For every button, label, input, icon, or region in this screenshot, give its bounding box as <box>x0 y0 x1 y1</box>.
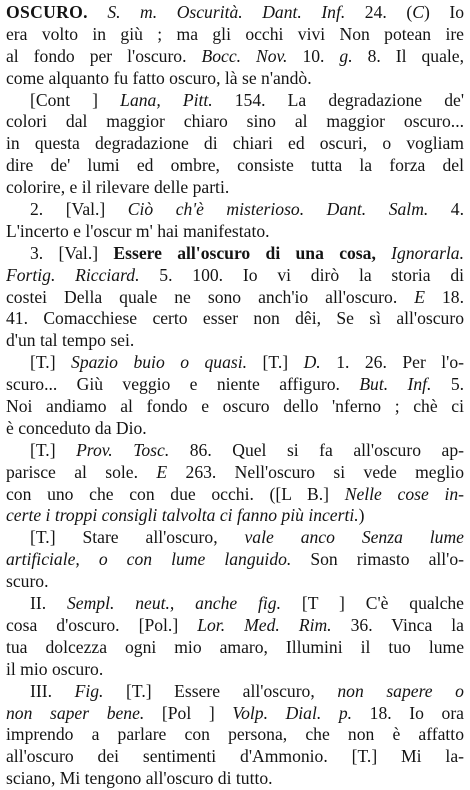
text-segment: L'incerto e l'oscur m' hai manifestato. <box>6 220 270 241</box>
text-segment: 10. <box>287 45 340 66</box>
text-line <box>6 484 464 506</box>
italic-text: non sapere o <box>337 680 464 701</box>
italic-text: Sempl. neut., anche fig. <box>66 593 282 614</box>
text-segment: [T.] <box>30 439 77 460</box>
text-segment: II. <box>30 593 67 614</box>
italic-text: E <box>156 461 168 482</box>
text-segment: 18. Io ora <box>352 702 464 723</box>
text-line <box>6 418 464 440</box>
text-segment: 36. Vinca la <box>331 614 464 635</box>
text-line <box>6 24 464 46</box>
text-line <box>6 440 464 462</box>
text-segment: all'oscuro dei sentimenti d'Ammonio. [T.] Mi la- <box>6 746 464 767</box>
text-line <box>6 308 464 330</box>
text-segment: III. <box>30 680 75 701</box>
text-segment: 2. [Val.] <box>30 199 128 220</box>
text-segment: scuro. <box>6 571 49 592</box>
text-line <box>6 615 464 637</box>
text-segment: colori dal maggior chiaro sino al maggior oscuro... <box>6 111 464 132</box>
italic-text: vale anco Senza lume <box>244 527 464 548</box>
text-segment: 86. Quel si fa all'oscuro ap- <box>169 439 464 460</box>
text-segment: 3. [Val.] <box>30 242 114 263</box>
text-segment: tua dolcezza ogni mio amaro, Illumini il tuo lume <box>6 636 464 657</box>
italic-text: non saper bene. <box>6 702 145 723</box>
italic-text: Lor. Med. Rim. <box>197 614 332 635</box>
italic-text: Spazio buio o quasi. <box>71 352 248 373</box>
text-line <box>6 90 464 112</box>
text-line <box>6 681 464 703</box>
text-segment: Son rimasto all'o- <box>291 549 464 570</box>
italic-text: Nelle cose in- <box>344 483 464 504</box>
italic-text: certe i troppi consigli talvolta ci fanno più incerti. <box>6 505 359 526</box>
text-segment: [T.] <box>247 352 304 373</box>
text-segment: al fondo per l'oscuro. <box>6 45 202 66</box>
text-line <box>6 68 464 90</box>
text-segment: [T.] <box>30 352 72 373</box>
text-segment: scuro... Giù veggio e niente affiguro. <box>6 374 360 395</box>
text-segment: dire de' lumi ed ombre, consiste tutta la forza del <box>6 155 464 176</box>
text-line <box>6 46 464 68</box>
text-line <box>6 111 464 133</box>
text-line <box>6 374 464 396</box>
text-segment: ) <box>358 505 365 526</box>
text-line <box>6 703 464 725</box>
text-segment: 4. <box>428 199 464 220</box>
text-segment: imprendo a parlare con persona, che non è affatto <box>6 724 464 745</box>
italic-text: D. <box>303 352 321 373</box>
text-line <box>6 2 464 24</box>
text-segment <box>376 243 391 263</box>
text-line <box>6 352 464 374</box>
italic-text: S. m. Oscurità. Dant. Inf. <box>107 2 346 22</box>
text-segment: 8. Il quale, <box>352 45 464 66</box>
italic-text: artificiale, o con lume languido. <box>6 549 292 570</box>
text-line <box>6 462 464 484</box>
text-segment: 41. Comacchiese certo esser non dêi, Se sì all'oscuro <box>6 308 464 329</box>
text-segment: 24. ( <box>345 2 413 22</box>
text-segment: con uno che con due occhi. ([L B.] <box>6 483 345 504</box>
italic-text: Lana, Pitt. <box>120 89 213 110</box>
italic-text: Fig. <box>74 680 104 701</box>
text-line <box>6 571 464 593</box>
text-segment: il mio oscuro. <box>6 658 104 679</box>
text-segment: [Cont ] <box>30 89 121 110</box>
text-line <box>6 549 464 571</box>
text-segment: colorire, e il rilevare delle parti. <box>6 177 230 198</box>
text-line <box>6 527 464 549</box>
text-line <box>6 265 464 287</box>
text-line <box>6 155 464 177</box>
italic-text: Volp. Dial. p. <box>232 702 353 723</box>
text-segment: parisce al sole. <box>6 461 157 482</box>
text-line <box>6 724 464 746</box>
text-segment: 1. 26. Per l'o- <box>320 352 464 373</box>
italic-text: Fortig. Ricciard. <box>6 264 140 285</box>
text-segment: d'un tal tempo sei. <box>6 330 135 351</box>
text-segment: [T ] C'è qualche <box>281 593 464 614</box>
text-line <box>6 199 464 221</box>
text-line <box>6 768 464 790</box>
text-segment: cosa d'oscuro. [Pol.] <box>6 614 198 635</box>
italic-text: But. Inf. <box>359 374 432 395</box>
bold-text: Essere all'oscuro di una cosa, <box>113 242 376 263</box>
text-line <box>6 330 464 352</box>
text-segment <box>88 2 108 22</box>
text-segment: 5. <box>431 374 464 395</box>
text-segment: [Pol ] <box>144 702 233 723</box>
text-line <box>6 221 464 243</box>
text-segment: 154. La degradazione de' <box>212 89 464 110</box>
text-line <box>6 659 464 681</box>
italic-text: Ciò ch'è misterioso. Dant. Salm. <box>127 199 429 220</box>
text-segment: costei Della quale ne sono anch'io all'oscuro. <box>6 286 415 307</box>
text-segment: [T.] Stare all'oscuro, <box>30 527 245 548</box>
text-segment: era volto in giù ; ma gli occhi vivi Non potean ire <box>6 23 464 44</box>
italic-text: E <box>414 286 425 307</box>
text-segment: come alquanto fu fatto oscuro, là se n'andò. <box>6 67 312 88</box>
text-line <box>6 133 464 155</box>
text-segment: 5. 100. Io vi dirò la storia di <box>139 264 464 285</box>
italic-text: Ignorarla. <box>391 242 464 263</box>
text-segment: in questa degradazione di chiari ed oscuri, o vogliam <box>6 133 464 154</box>
text-line <box>6 593 464 615</box>
text-line <box>6 287 464 309</box>
text-line <box>6 177 464 199</box>
italic-text: Bocc. Nov. <box>201 45 288 66</box>
text-line <box>6 746 464 768</box>
text-line <box>6 637 464 659</box>
text-segment: Noi andiamo al fondo e oscuro dello 'nferno ; chè ci <box>6 396 464 417</box>
text-segment: sciano, Mi tengono all'oscuro di tutto. <box>6 768 273 789</box>
text-segment: è conceduto da Dio. <box>6 417 147 438</box>
headword: OSCURO. <box>6 2 88 22</box>
italic-text: C <box>412 2 424 22</box>
text-line <box>6 243 464 265</box>
text-segment: 263. Nell'oscuro si vede meglio <box>167 461 464 482</box>
text-segment: ) Io <box>423 2 464 22</box>
text-line <box>6 505 464 527</box>
text-segment: [T.] Essere all'oscuro, <box>103 680 338 701</box>
italic-text: g. <box>339 45 353 66</box>
text-segment: 18. <box>425 286 464 307</box>
italic-text: Prov. Tosc. <box>76 439 170 460</box>
text-line <box>6 396 464 418</box>
